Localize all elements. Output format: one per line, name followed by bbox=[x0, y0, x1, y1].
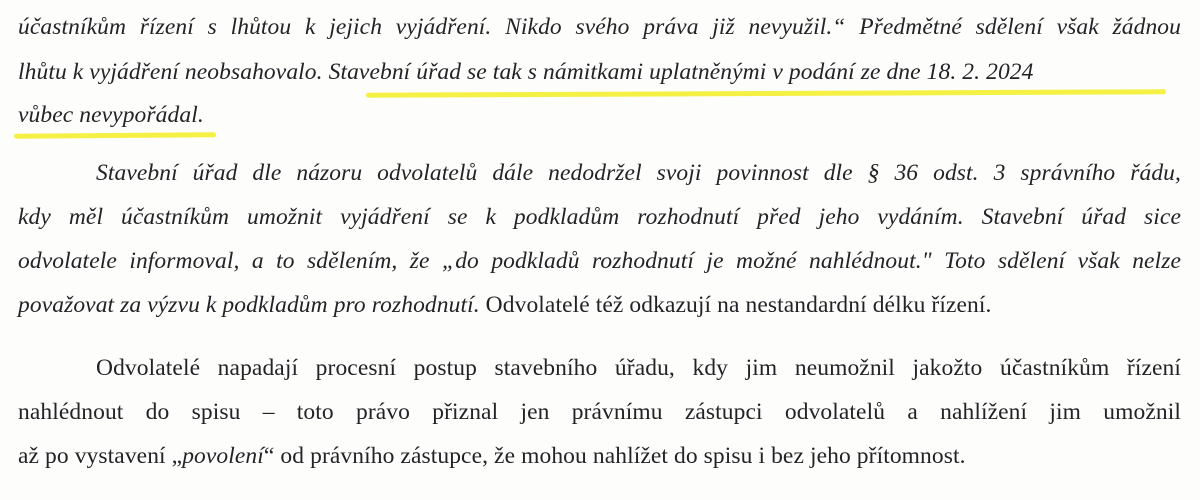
paragraph-3-line-3-italic: povolení bbox=[182, 443, 264, 469]
paragraph-1-line-3: vůbec nevypořádal. bbox=[18, 102, 204, 128]
paragraph-1-line-1: účastníkům řízení s lhůtou k jejich vyjádření. Nikdo svého práva již nevyužil.“ Předmětné sdělení však žádnou bbox=[18, 14, 1181, 40]
paragraph-2-line-4-italic: považovat za výzvu k podkladům pro rozhodnutí. bbox=[18, 292, 480, 318]
paragraph-2-line-2: kdy měl účastníkům umožnit vyjádření se k podkladům rozhodnutí před jeho vydáním. Stavební úřad sice bbox=[18, 204, 1181, 230]
yellow-highlight-stroke bbox=[14, 132, 216, 138]
paragraph-3-line-3-end: “ od právního zástupce, že mohou nahlížet do spisu i bez jeho přítomnost. bbox=[263, 443, 966, 469]
paragraph-3-line-1: Odvolatelé napadají procesní postup stavebního úřadu, kdy jim neumožnil jakožto účastníkům řízení bbox=[96, 355, 1181, 381]
paragraph-3-line-3-start: až po vystavení „ bbox=[18, 443, 183, 469]
paragraph-3-line-2: nahlédnout do spisu – toto právo přiznal jen právnímu zástupci odvolatelů a nahlížení jim umožnil bbox=[18, 399, 1181, 425]
yellow-highlight-stroke bbox=[366, 89, 1166, 97]
paragraph-1-line-2-text: lhůtu k vyjádření neobsahovalo. bbox=[18, 59, 329, 85]
highlighted-sentence-part-1: Stavební úřad se tak s námitkami uplatněnými v podání ze dne 18. 2. 2024 bbox=[328, 59, 1034, 85]
paragraph-1-line-2 bbox=[18, 57, 1181, 87]
paragraph-2-line-3: odvolatele informoval, a to sdělením, že „do podkladů rozhodnutí je možné nahlédnout." Toto sdělení však nelze bbox=[18, 248, 1181, 274]
paragraph-2-line-4-regular: Odvolatelé též odkazují na nestandardní délku řízení. bbox=[479, 292, 992, 318]
paragraph-2-line-1: Stavební úřad dle názoru odvolatelů dále nedodržel svoji povinnost dle § 36 odst. 3 správního řádu, bbox=[96, 160, 1181, 186]
paragraph-3-line-3 bbox=[18, 441, 966, 471]
paragraph-2-line-4 bbox=[18, 290, 991, 320]
